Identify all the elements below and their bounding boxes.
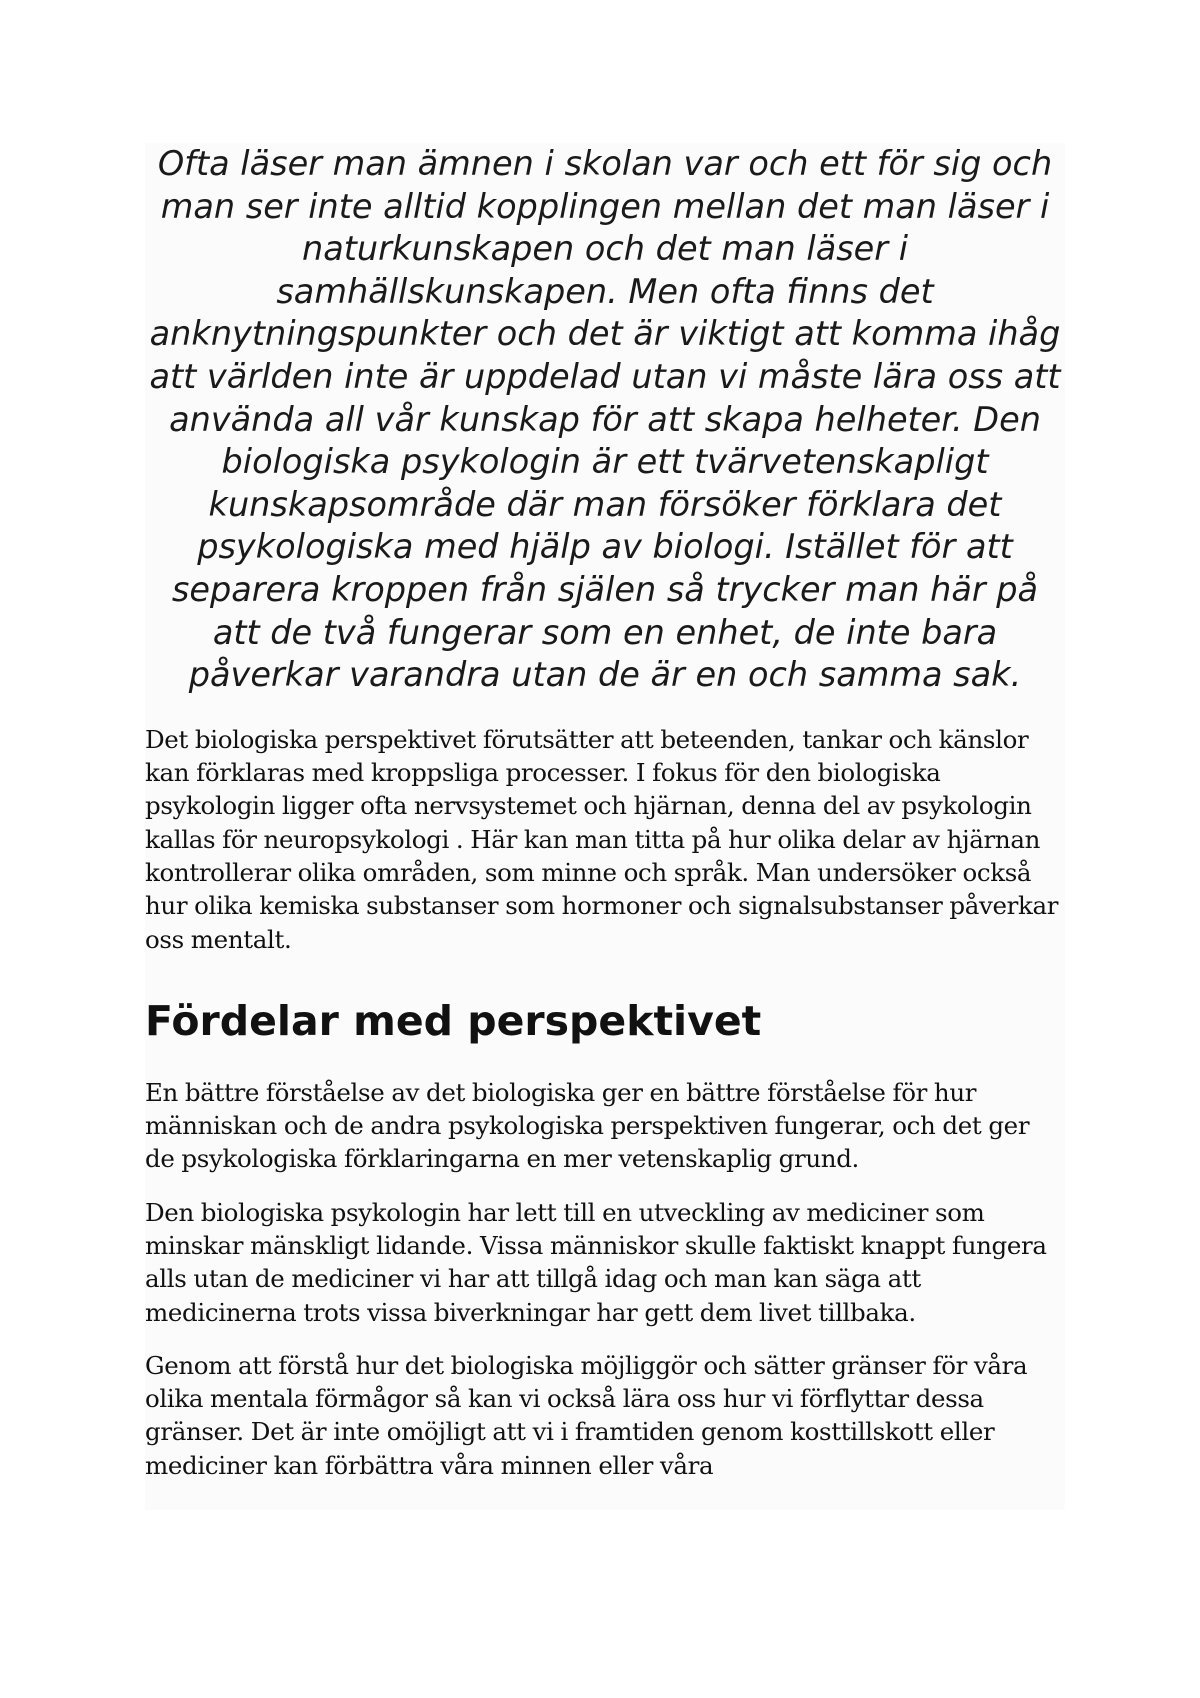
paragraph-medicines: Den biologiska psykologin har lett till en utveckling av mediciner som minskar mänskligt lidande. Vissa människor skulle faktiskt knappt fungera alls utan de mediciner vi har att tillgå idag och man kan säga att medicinerna trots vissa biverkningar har gett dem livet tillbaka.: [145, 1197, 1047, 1327]
section-heading: Fördelar med perspektivet: [145, 996, 762, 1045]
document-body: [145, 143, 1065, 1510]
paragraph-understanding: En bättre förståelse av det biologiska ger en bättre förståelse för hur människan och de andra psykologiska perspektiven fungerar, och det ger de psykologiska förklaringarna en mer vetenskaplig grund.: [145, 1077, 1030, 1174]
paragraph-biological-perspective: Det biologiska perspektivet förutsätter att beteenden, tankar och känslor kan förklaras med kroppsliga processer. I fokus för den biologiska psykologin ligger ofta nervsystemet och hjärnan, denna del av psykologin kallas för neuropsykologi . Här kan man titta på hur olika delar av hjärnan kontrollerar olika områden, som minne och språk. Man undersöker också hur olika kemiska substanser som hormoner och signalsubstanser påverkar oss mentalt.: [145, 724, 1059, 954]
paragraph-limits: Genom att förstå hur det biologiska möjliggör och sätter gränser för våra olika mentala förmågor så kan vi också lära oss hur vi förflyttar dessa gränser. Det är inte omöjligt att vi i framtiden genom kosttillskott eller mediciner kan förbättra våra minnen eller våra: [145, 1350, 1028, 1480]
intro-quote: Ofta läser man ämnen i skolan var och ett för sig och man ser inte alltid kopplingen mellan det man läser i naturkunskapen och det man läser i samhällskunskapen. Men ofta finns det anknytningspunkter och det är viktigt att komma ihåg att världen inte är uppdelad utan vi måste lära oss att använda all vår kunskap för att skapa helheter. Den biologiska psykologin är ett tvärvetenskapligt kunskapsområde där man försöker förklara det psykologiska med hjälp av biologi. Istället för att separera kroppen från själen så trycker man här på att de två fungerar som en enhet, de inte bara påverkar varandra utan de är en och samma sak.: [149, 144, 1061, 695]
